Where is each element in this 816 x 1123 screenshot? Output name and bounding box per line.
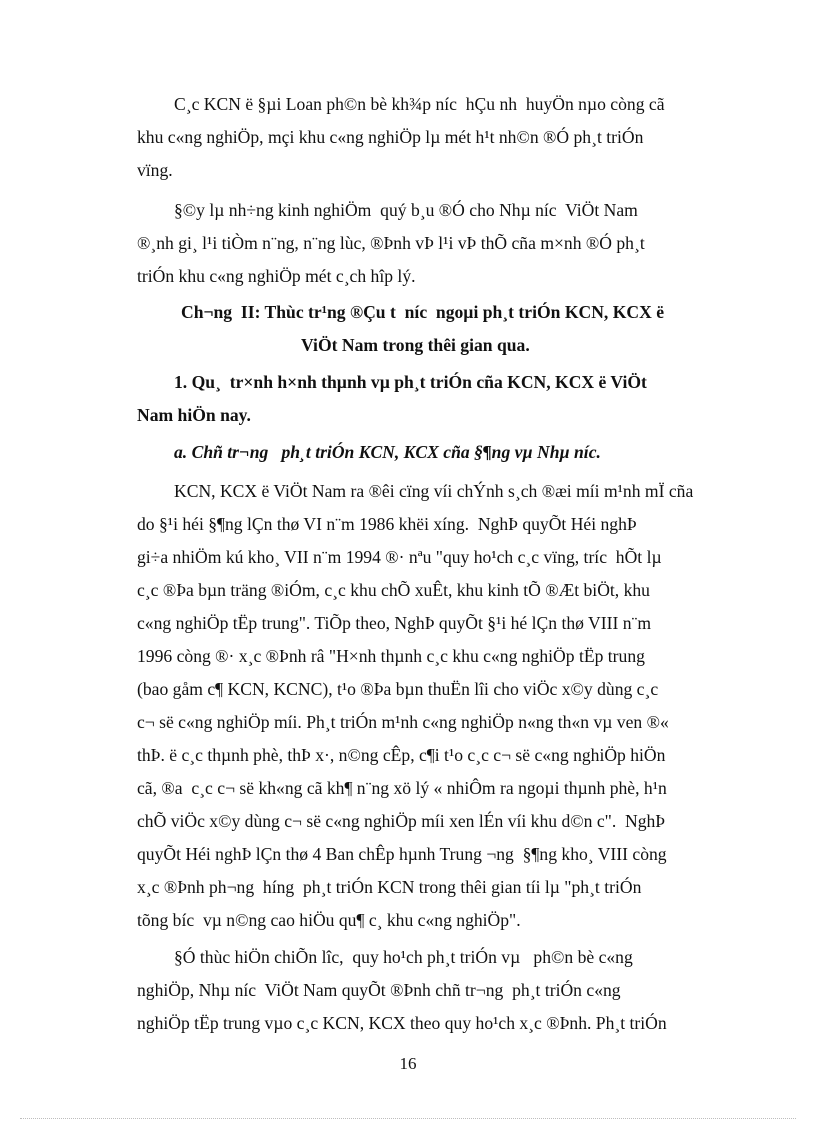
paragraph-line: khu c«ng nghiÖp, mçi khu c«ng nghiÖp lµ mét h¹t nh©n ®Ó ph¸t triÓn <box>137 127 644 147</box>
section-heading-line-1: 1. Qu¸ tr×nh h×nh thµnh vµ ph¸t triÓn cña KCN, KCX ë ViÖt <box>174 372 647 392</box>
body-line: do §¹i héi §¶ng lÇn thø VI n¨m 1986 khëi xíng. NghÞ quyÕt Héi nghÞ <box>137 514 637 534</box>
body-line: chÕ viÖc x©y dùng c¬ së c«ng nghiÖp míi xen lÉn víi khu d©n c". NghÞ <box>137 811 666 831</box>
paragraph-line: triÓn khu c«ng nghiÖp mét c¸ch hîp lý. <box>137 266 416 286</box>
subsection-heading: a. Chñ tr¬ng ph¸t triÓn KCN, KCX cña §¶ng vµ Nhµ níc. <box>174 442 601 462</box>
body-line: (bao gåm c¶ KCN, KCNC), t¹o ®Þa bµn thuËn lîi cho viÖc x©y dùng c¸c <box>137 679 659 699</box>
paragraph-line: §©y lµ nh÷ng kinh nghiÖm quý b¸u ®Ó cho Nhµ níc ViÖt Nam <box>174 200 638 220</box>
body-line: c¬ së c«ng nghiÖp míi. Ph¸t triÓn m¹nh c«ng nghiÖp n«ng th«n vµ ven ®« <box>137 712 669 732</box>
body-line: nghiÖp tËp trung vµo c¸c KCN, KCX theo quy ho¹ch x¸c ®Þnh. Ph¸t triÓn <box>137 1013 667 1033</box>
page-bottom-divider <box>20 1118 796 1119</box>
chapter-heading-line-2: ViÖt Nam trong thêi gian qua. <box>301 335 530 355</box>
chapter-heading-line-1: Ch¬ng II: Thùc tr¹ng ®Çu t níc ngoµi ph¸t triÓn KCN, KCX ë <box>181 302 665 322</box>
body-line: c¸c ®Þa bµn träng ®iÓm, c¸c khu chÕ xuÊt, khu kinh tÕ ®Æt biÖt, khu <box>137 580 650 600</box>
paragraph-line: ®¸nh gi¸ l¹i tiÒm n¨ng, n¨ng lùc, ®Þnh vÞ l¹i vÞ thÕ cña m×nh ®Ó ph¸t <box>137 233 645 253</box>
body-line: gi÷a nhiÖm kú kho¸ VII n¨m 1994 ®· nªu "quy ho¹ch c¸c vïng, tríc hÕt lµ <box>137 547 662 567</box>
body-line: tõng bíc vµ n©ng cao hiÖu qu¶ c¸ khu c«ng nghiÖp". <box>137 910 521 930</box>
body-line: quyÕt Héi nghÞ lÇn thø 4 Ban chÊp hµnh Trung ¬ng §¶ng kho¸ VIII còng <box>137 844 667 864</box>
page-number: 16 <box>399 1054 417 1073</box>
body-line: c«ng nghiÖp tËp trung". TiÕp theo, NghÞ quyÕt §¹i hé lÇn thø VIII n¨m <box>137 613 652 633</box>
paragraph-line: vïng. <box>137 160 173 180</box>
body-line: cã, ®a c¸c c¬ së kh«ng cã kh¶ n¨ng xö lý « nhiÔm ra ngoµi thµnh phè, h¹n <box>137 778 667 798</box>
section-heading-line-2: Nam hiÖn nay. <box>137 405 251 425</box>
body-line: thÞ. ë c¸c thµnh phè, thÞ x·, n©ng cÊp, c¶i t¹o c¸c c¬ së c«ng nghiÖp hiÖn <box>137 745 666 765</box>
body-line: x¸c ®Þnh ph¬ng híng ph¸t triÓn KCN trong thêi gian tíi lµ "ph¸t triÓn <box>137 877 642 897</box>
body-line: KCN, KCX ë ViÖt Nam ra ®êi cïng víi chÝnh s¸ch ®æi míi m¹nh mÏ cña <box>174 481 694 501</box>
paragraph-line: C¸c KCN ë §µi Loan ph©n bè kh¾p níc hÇu nh huyÖn nµo còng cã <box>174 94 665 114</box>
body-line: 1996 còng ®· x¸c ®Þnh râ "H×nh thµnh c¸c khu c«ng nghiÖp tËp trung <box>137 646 645 666</box>
body-line: §Ó thùc hiÖn chiÕn lîc, quy ho¹ch ph¸t triÓn vµ ph©n bè c«ng <box>174 947 633 967</box>
body-line: nghiÖp, Nhµ níc ViÖt Nam quyÕt ®Þnh chñ tr¬ng ph¸t triÓn c«ng <box>137 980 621 1000</box>
